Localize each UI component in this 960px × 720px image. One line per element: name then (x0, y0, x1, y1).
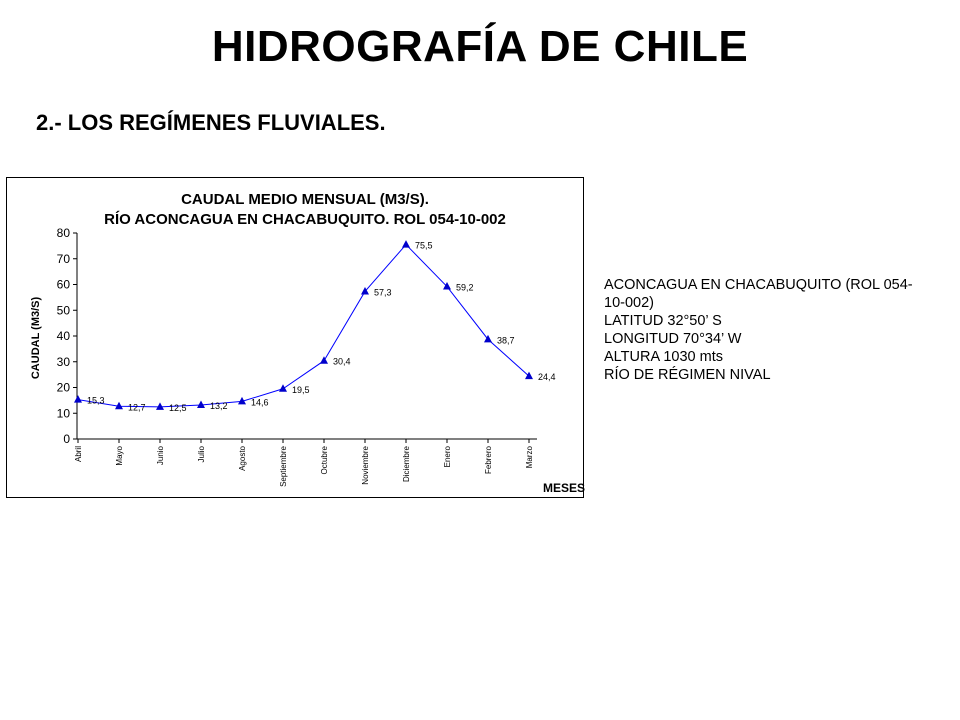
data-point-marker (156, 402, 164, 410)
data-point-marker (279, 384, 287, 392)
data-label: 19,5 (292, 384, 310, 395)
series-line (78, 245, 529, 407)
data-label: 15,3 (87, 395, 105, 406)
data-label: 13,2 (210, 401, 228, 412)
data-point-marker (525, 372, 533, 380)
data-label: 59,2 (456, 282, 474, 293)
y-tick-label: 20 (56, 380, 70, 395)
x-tick-label: Noviembre (361, 446, 370, 485)
y-tick-label: 40 (56, 329, 70, 343)
data-point-marker (402, 240, 410, 248)
y-tick-label: 80 (56, 226, 70, 240)
chart-title: CAUDAL MEDIO MENSUAL (M3/S). (181, 191, 429, 208)
x-tick-label: Septiembre (279, 446, 288, 487)
data-label: 12,7 (128, 402, 146, 413)
x-tick-label: Junio (156, 446, 165, 466)
x-tick-label: Mayo (115, 446, 124, 466)
y-tick-label: 0 (63, 432, 70, 446)
chart-container (6, 177, 584, 498)
y-axis-label: CAUDAL (M3/S) (30, 296, 42, 380)
x-tick-label: Marzo (525, 446, 534, 469)
data-label: 12,5 (169, 402, 187, 413)
station-info (604, 276, 924, 384)
y-tick-label: 30 (56, 354, 70, 369)
x-tick-label: Julio (197, 446, 206, 463)
y-tick-label: 10 (56, 406, 70, 421)
info-station: ACONCAGUA EN CHACABUQUITO (ROL 054-10-002) (604, 277, 913, 311)
x-axis-label: MESES (542, 481, 585, 495)
data-point-marker (320, 356, 328, 364)
y-tick-label: 60 (56, 277, 70, 292)
page-title: HIDROGRAFÍA DE CHILE (211, 22, 749, 71)
info-regime: RÍO DE RÉGIMEN NIVAL (604, 367, 771, 383)
data-label: 38,7 (497, 335, 515, 346)
data-label: 57,3 (374, 287, 392, 298)
data-point-marker (197, 401, 205, 409)
chart-subtitle: RÍO ACONCAGUA EN CHACABUQUITO. ROL 054-10-002 (104, 211, 506, 228)
info-latitude: LATITUD 32°50’ S (604, 313, 722, 329)
x-tick-label: Febrero (484, 446, 493, 475)
data-label: 14,6 (251, 397, 269, 408)
data-label: 30,4 (333, 356, 351, 367)
data-point-marker (74, 395, 82, 403)
plot-area (57, 226, 556, 487)
x-tick-label: Octubre (320, 446, 329, 475)
x-tick-label: Abril (74, 446, 83, 463)
x-tick-label: Agosto (238, 446, 247, 471)
section-subtitle: 2.- LOS REGÍMENES FLUVIALES. (36, 110, 386, 135)
info-altitude: ALTURA 1030 mts (604, 349, 724, 365)
data-label: 75,5 (415, 240, 433, 251)
y-tick-label: 70 (56, 251, 70, 266)
flow-chart (7, 178, 585, 499)
y-tick-label: 50 (56, 303, 70, 318)
x-tick-label: Enero (443, 446, 452, 468)
info-longitude: LONGITUD 70°34’ W (604, 331, 742, 347)
x-tick-label: Diciembre (402, 446, 411, 483)
data-label: 24,4 (538, 372, 556, 383)
